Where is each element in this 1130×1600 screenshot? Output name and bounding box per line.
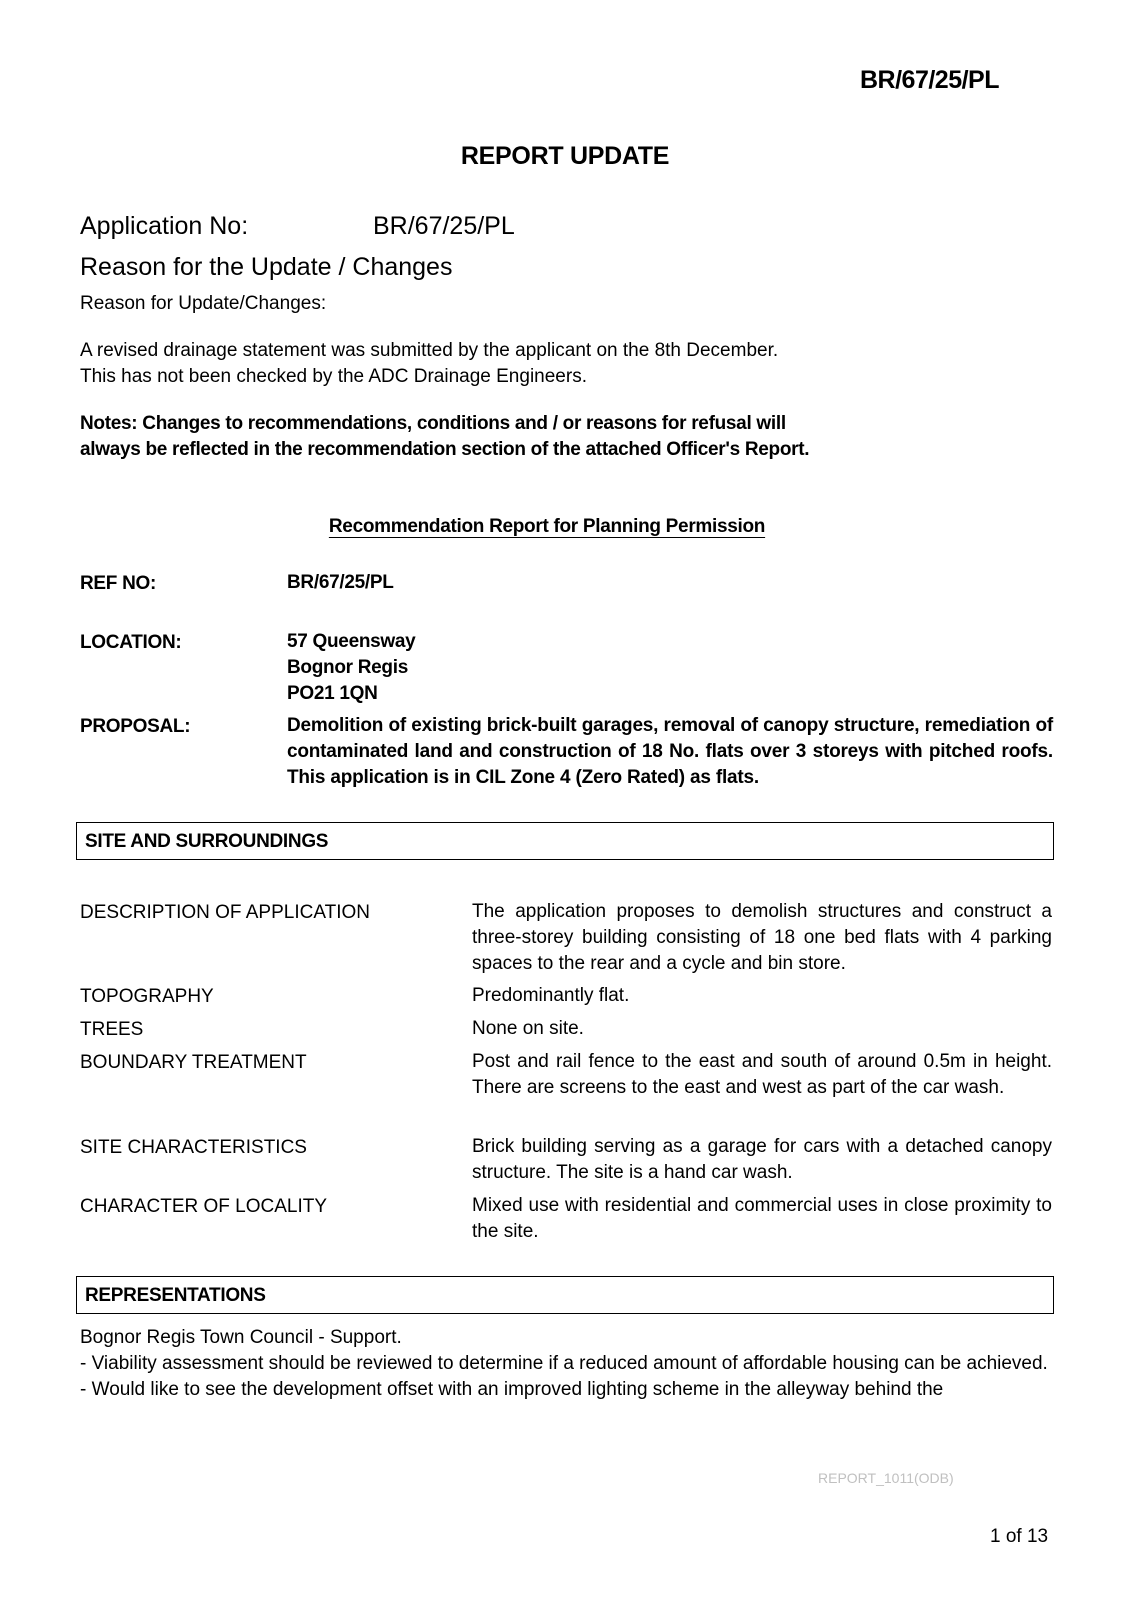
site-row-label: TREES xyxy=(80,1019,144,1040)
page-number: 1 of 13 xyxy=(990,1526,1049,1547)
page-title: REPORT UPDATE xyxy=(460,142,670,170)
reason-heading: Reason for the Update / Changes xyxy=(80,253,453,281)
ref-no-label: REF NO: xyxy=(80,573,157,594)
representation-line: - Viability assessment should be reviewed to determine if a reduced amount of affordable housing can be achieved. xyxy=(80,1353,1048,1374)
proposal-text: Demolition of existing brick-built garages, removal of canopy structure, remediation of contaminated land and construction of 18 No. flats over 3 storeys with pitched roofs. This application is in CIL Zone 4 (Zero Rated) as flats. xyxy=(287,715,1053,788)
site-row-label: CHARACTER OF LOCALITY xyxy=(80,1196,328,1217)
location-line: Bognor Regis xyxy=(287,657,408,678)
location-line: PO21 1QN xyxy=(287,683,378,704)
notes-line-2: always be reflected in the recommendation section of the attached Officer's Report. xyxy=(80,439,810,460)
reason-line-2: This has not been checked by the ADC Drainage Engineers. xyxy=(80,366,587,387)
recommendation-title xyxy=(0,516,1094,538)
reason-text xyxy=(80,338,980,390)
proposal-label: PROPOSAL: xyxy=(80,716,191,737)
site-row-label: TOPOGRAPHY xyxy=(80,986,214,1007)
representation-line: Bognor Regis Town Council - Support. xyxy=(80,1327,402,1348)
ref-no-value: BR/67/25/PL xyxy=(287,572,394,593)
application-number-value: BR/67/25/PL xyxy=(373,212,515,240)
site-row-value: The application proposes to demolish structures and construct a three-storey building consisting of 18 one bed flats with 4 parking spaces to the rear and a cycle and bin store. xyxy=(472,901,1052,974)
location-line: 57 Queensway xyxy=(287,631,416,652)
reason-label: Reason for Update/Changes: xyxy=(80,293,327,314)
location-label: LOCATION: xyxy=(80,632,182,653)
representations-text xyxy=(80,1325,1052,1403)
site-row-value: Brick building serving as a garage for cars with a detached canopy structure. The site is a hand car wash. xyxy=(472,1136,1052,1183)
notes-line-1: Notes: Changes to recommendations, conditions and / or reasons for refusal will xyxy=(80,413,786,434)
site-row-label: BOUNDARY TREATMENT xyxy=(80,1052,307,1073)
application-number-label: Application No: xyxy=(80,212,249,240)
reason-line-1: A revised drainage statement was submitted by the applicant on the 8th December. xyxy=(80,340,779,361)
site-surroundings-heading: SITE AND SURROUNDINGS xyxy=(76,822,1054,860)
header-reference: BR/67/25/PL xyxy=(860,66,1000,94)
site-row-value: None on site. xyxy=(472,1018,584,1039)
site-row-value: Post and rail fence to the east and south of around 0.5m in height. There are screens to the east and west as part of the car wash. xyxy=(472,1051,1052,1098)
notes xyxy=(80,411,1020,463)
representation-line: - Would like to see the development offset with an improved lighting scheme in the alleyway behind the xyxy=(80,1379,944,1400)
site-row-value: Mixed use with residential and commercial uses in close proximity to the site. xyxy=(472,1195,1052,1242)
location-value xyxy=(287,629,415,707)
site-row-label: DESCRIPTION OF APPLICATION xyxy=(80,902,370,923)
site-row-value: Predominantly flat. xyxy=(472,985,630,1006)
site-row-label: SITE CHARACTERISTICS xyxy=(80,1137,307,1158)
recommendation-title-text: Recommendation Report for Planning Permission xyxy=(328,516,766,537)
representations-heading: REPRESENTATIONS xyxy=(76,1276,1054,1314)
footer-report-code: REPORT_1011(ODB) xyxy=(818,1470,954,1486)
